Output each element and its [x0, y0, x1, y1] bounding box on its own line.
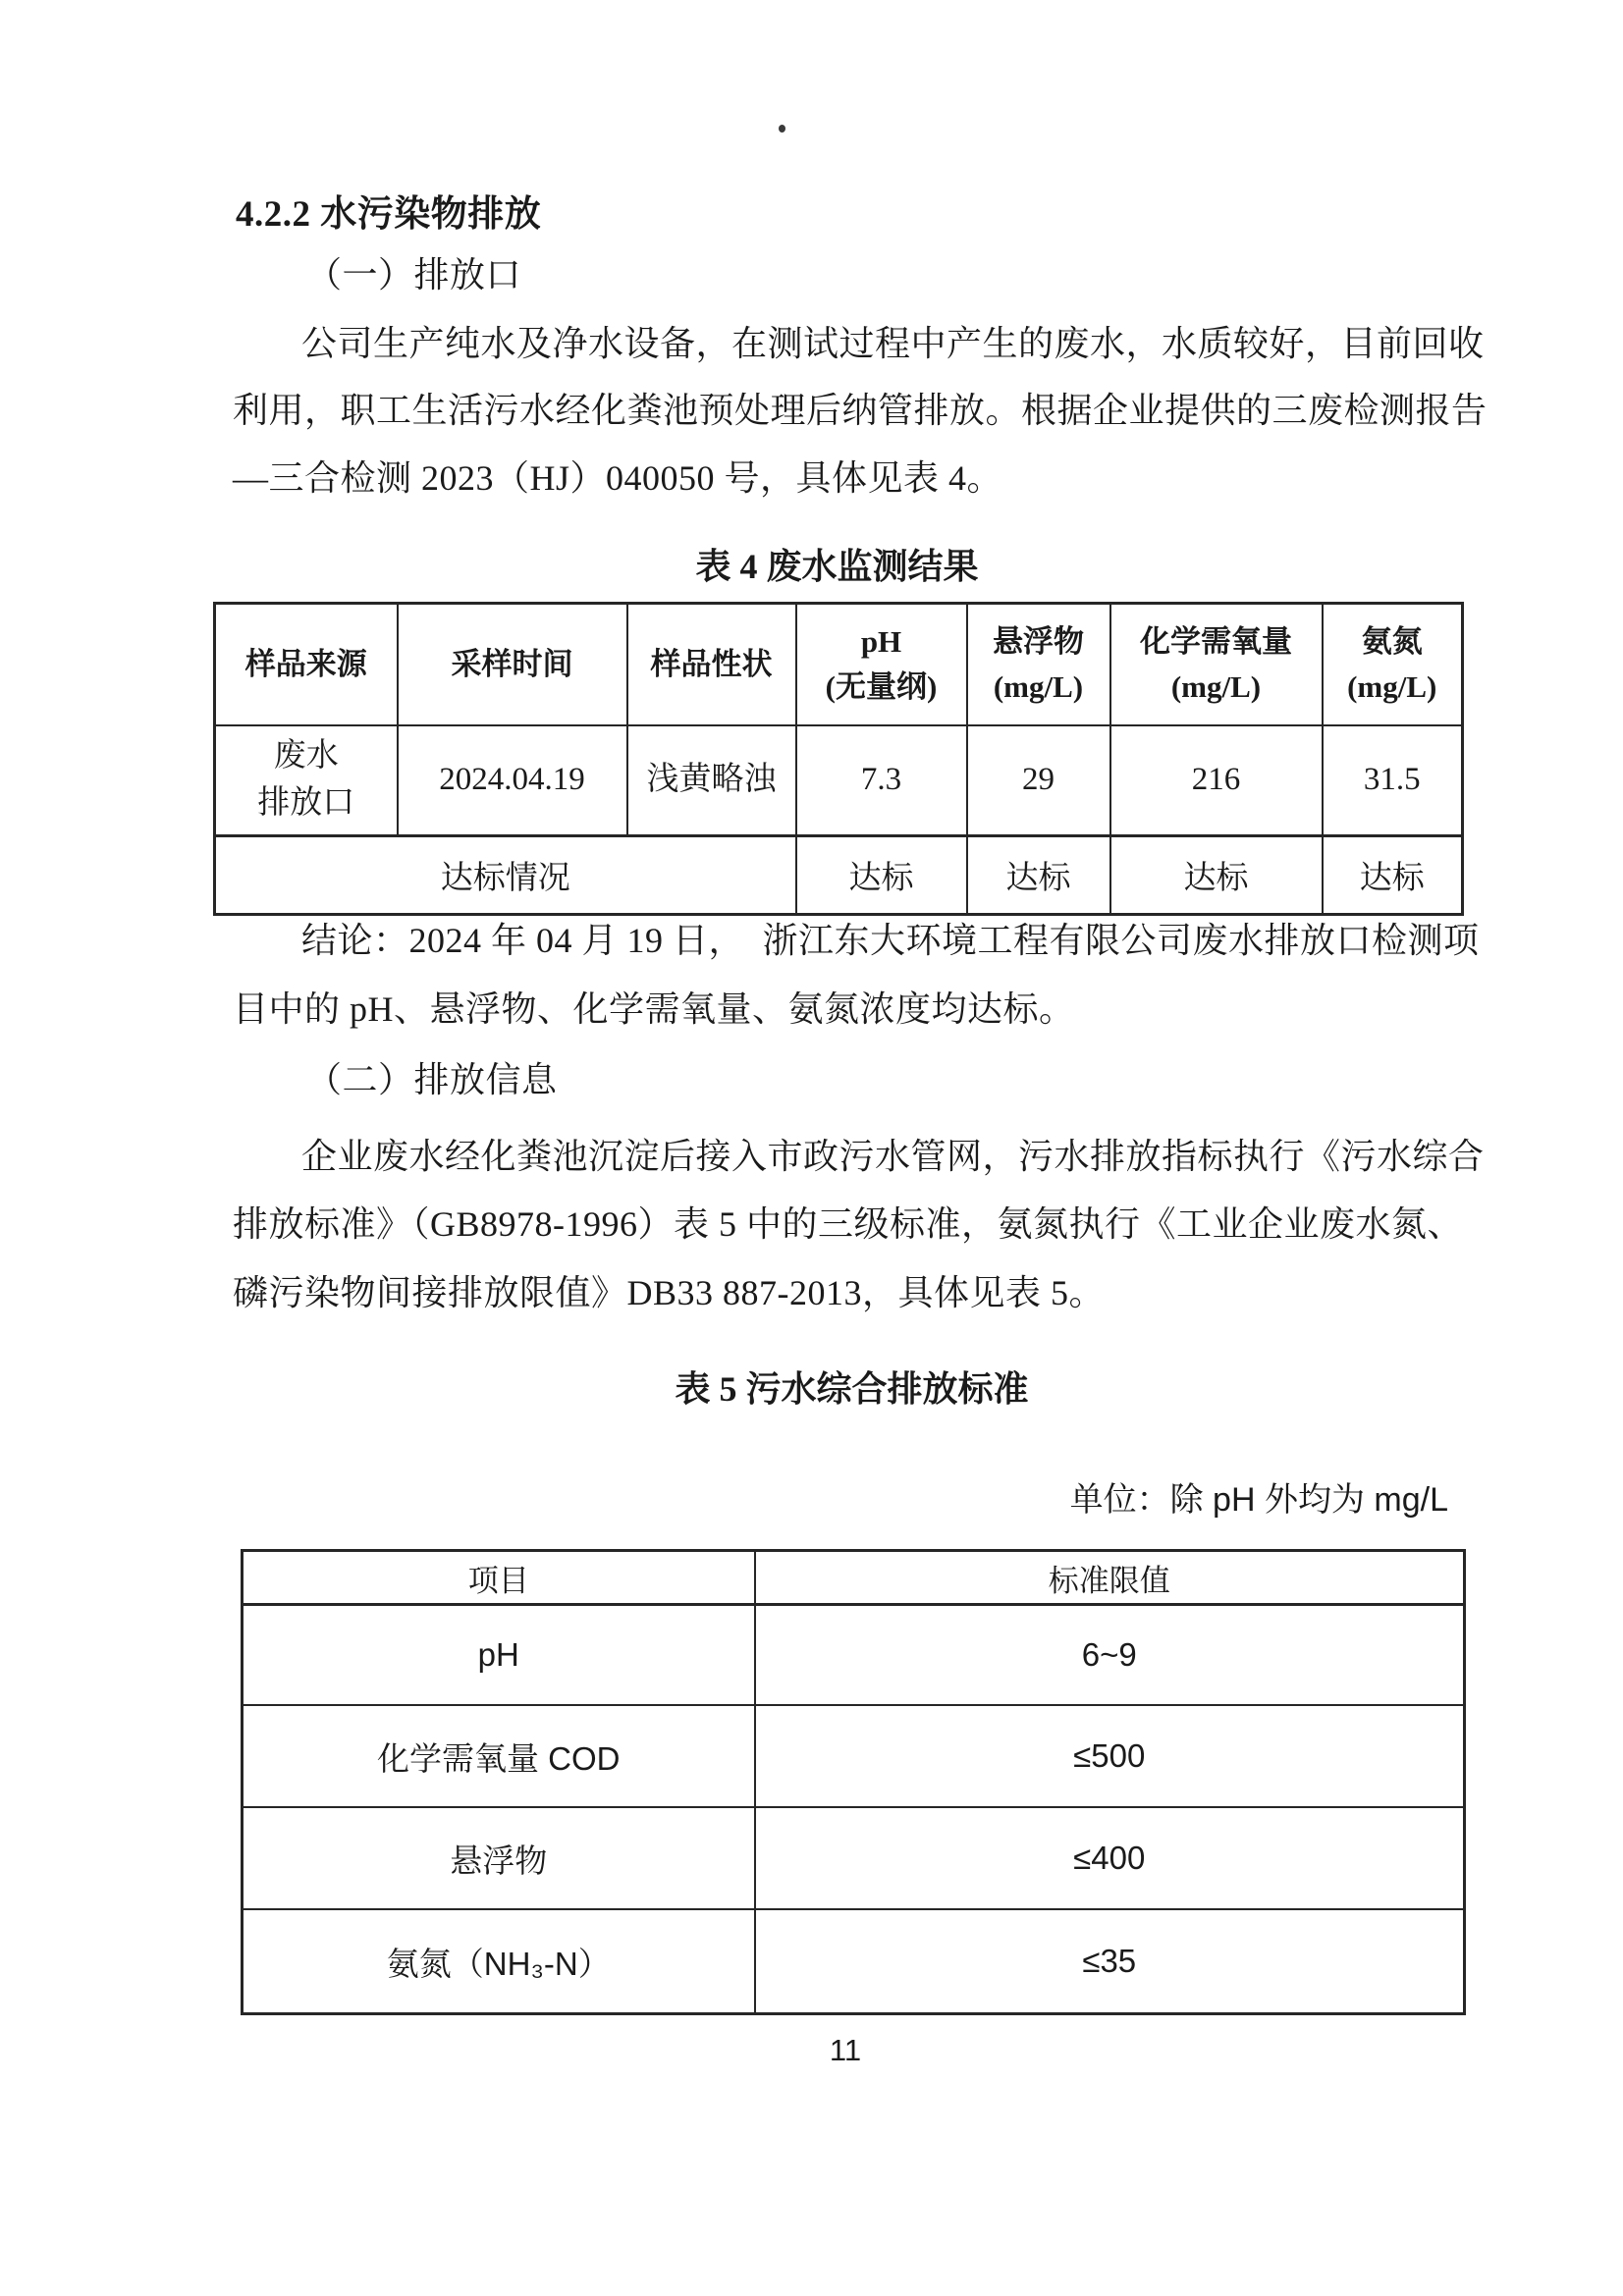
t4-cell-source-line-2: 排放口	[257, 785, 355, 821]
t4-header-suspended-solids-label: 悬浮物	[993, 623, 1084, 659]
table-4-data-row	[215, 725, 1463, 836]
t5-header-limit: 标准限值	[755, 1551, 1465, 1605]
t4-header-suspended-solids-unit: (mg/L)	[993, 669, 1084, 704]
t4-compliance-label: 达标情况	[215, 836, 796, 915]
paragraph-1-line-1: 公司生产纯水及净水设备，在测试过程中产生的废水，水质较好，目前回收	[301, 324, 1485, 363]
t4-cell-source	[215, 725, 398, 836]
table-5-unit-note: 单位：除 pH 外均为 mg/L	[1069, 1481, 1448, 1519]
t4-header-cod-unit: (mg/L)	[1170, 669, 1262, 704]
table-5-row-ss	[243, 1807, 1465, 1909]
t4-cell-ph: 7.3	[796, 725, 967, 836]
table-5-row-ph	[243, 1605, 1465, 1706]
t5-cell-ph-limit: 6~9	[755, 1605, 1465, 1706]
paragraph-2-line-3: 磷污染物间接排放限值》DB33 887-2013，具体见表 5。	[233, 1273, 1105, 1312]
table-5-row-cod	[243, 1705, 1465, 1807]
t4-header-sample-character-label: 样品性状	[650, 646, 773, 681]
t4-cell-date: 2024.04.19	[398, 725, 627, 836]
t4-cell-appearance: 浅黄略浊	[627, 725, 796, 836]
t5-cell-cod-limit: ≤500	[755, 1705, 1465, 1807]
t4-compliance-nh3n: 达标	[1323, 836, 1463, 915]
t4-compliance-cod: 达标	[1110, 836, 1323, 915]
t4-header-ph-unit: (无量纲)	[825, 669, 938, 704]
paragraph-2-line-1: 企业废水经化粪池沉淀后接入市政污水管网，污水排放指标执行《污水综合	[301, 1137, 1485, 1176]
conclusion-line-1: 结论：2024 年 04 月 19 日， 浙江东大环境工程有限公司废水排放口检测项	[301, 921, 1480, 960]
t4-cell-nh3n: 31.5	[1323, 725, 1463, 836]
table-4-compliance-row	[215, 836, 1463, 915]
table-4	[213, 602, 1464, 916]
paragraph-1-line-3: —三合检测 2023（HJ）040050 号，具体见表 4。	[233, 458, 1003, 498]
t4-cell-cod: 216	[1110, 725, 1323, 836]
t4-header-sample-character	[627, 604, 796, 726]
t4-compliance-ss: 达标	[967, 836, 1110, 915]
t4-header-cod-label: 化学需氧量	[1140, 623, 1292, 659]
t5-cell-ss-limit: ≤400	[755, 1807, 1465, 1909]
t5-cell-ss-item: 悬浮物	[243, 1807, 755, 1909]
table-5-row-nh3n	[243, 1909, 1465, 2014]
table-5-header-row	[243, 1551, 1465, 1605]
table-5	[241, 1549, 1466, 2015]
subsection-2-label: （二）排放信息	[306, 1060, 558, 1099]
t4-header-ph	[796, 604, 967, 726]
t5-cell-cod-item: 化学需氧量 COD	[243, 1705, 755, 1807]
t4-header-ph-label: pH	[860, 623, 902, 659]
t5-cell-nh3n-limit: ≤35	[755, 1909, 1465, 2014]
conclusion-line-2: 目中的 pH、悬浮物、化学需氧量、氨氮浓度均达标。	[233, 989, 1075, 1029]
page-number: 11	[829, 2033, 862, 2067]
scan-artifact-dot	[779, 125, 785, 133]
t4-header-ammonia-label: 氨氮	[1361, 623, 1423, 659]
table-5-title: 表 5 污水综合排放标准	[675, 1369, 1029, 1409]
t4-header-sample-source	[215, 604, 398, 726]
t4-header-sample-source-label: 样品来源	[244, 646, 367, 681]
table-4-header-row	[215, 604, 1463, 726]
section-heading: 4.2.2 水污染物排放	[236, 194, 542, 235]
paragraph-2-line-2: 排放标准》（GB8978-1996）表 5 中的三级标准，氨氮执行《工业企业废水氮、	[233, 1204, 1463, 1244]
t4-header-sampling-time	[398, 604, 627, 726]
t4-header-sampling-time-label: 采样时间	[451, 646, 573, 681]
subsection-1-label: （一）排放口	[306, 255, 522, 294]
t5-cell-nh3n-item: 氨氮（NH₃-N）	[243, 1909, 755, 2014]
t4-cell-source-line-1: 废水	[273, 738, 339, 774]
t4-cell-ss: 29	[967, 725, 1110, 836]
t4-header-cod	[1110, 604, 1323, 726]
t4-compliance-ph: 达标	[796, 836, 967, 915]
t4-header-ammonia-unit: (mg/L)	[1347, 669, 1437, 704]
table-4-title: 表 4 废水监测结果	[695, 547, 979, 586]
t5-cell-ph-item: pH	[243, 1605, 755, 1706]
paragraph-1-line-2: 利用，职工生活污水经化粪池预处理后纳管排放。根据企业提供的三废检测报告	[233, 391, 1488, 430]
t5-header-item: 项目	[243, 1551, 755, 1605]
t4-header-suspended-solids	[967, 604, 1110, 726]
t4-header-ammonia	[1323, 604, 1463, 726]
